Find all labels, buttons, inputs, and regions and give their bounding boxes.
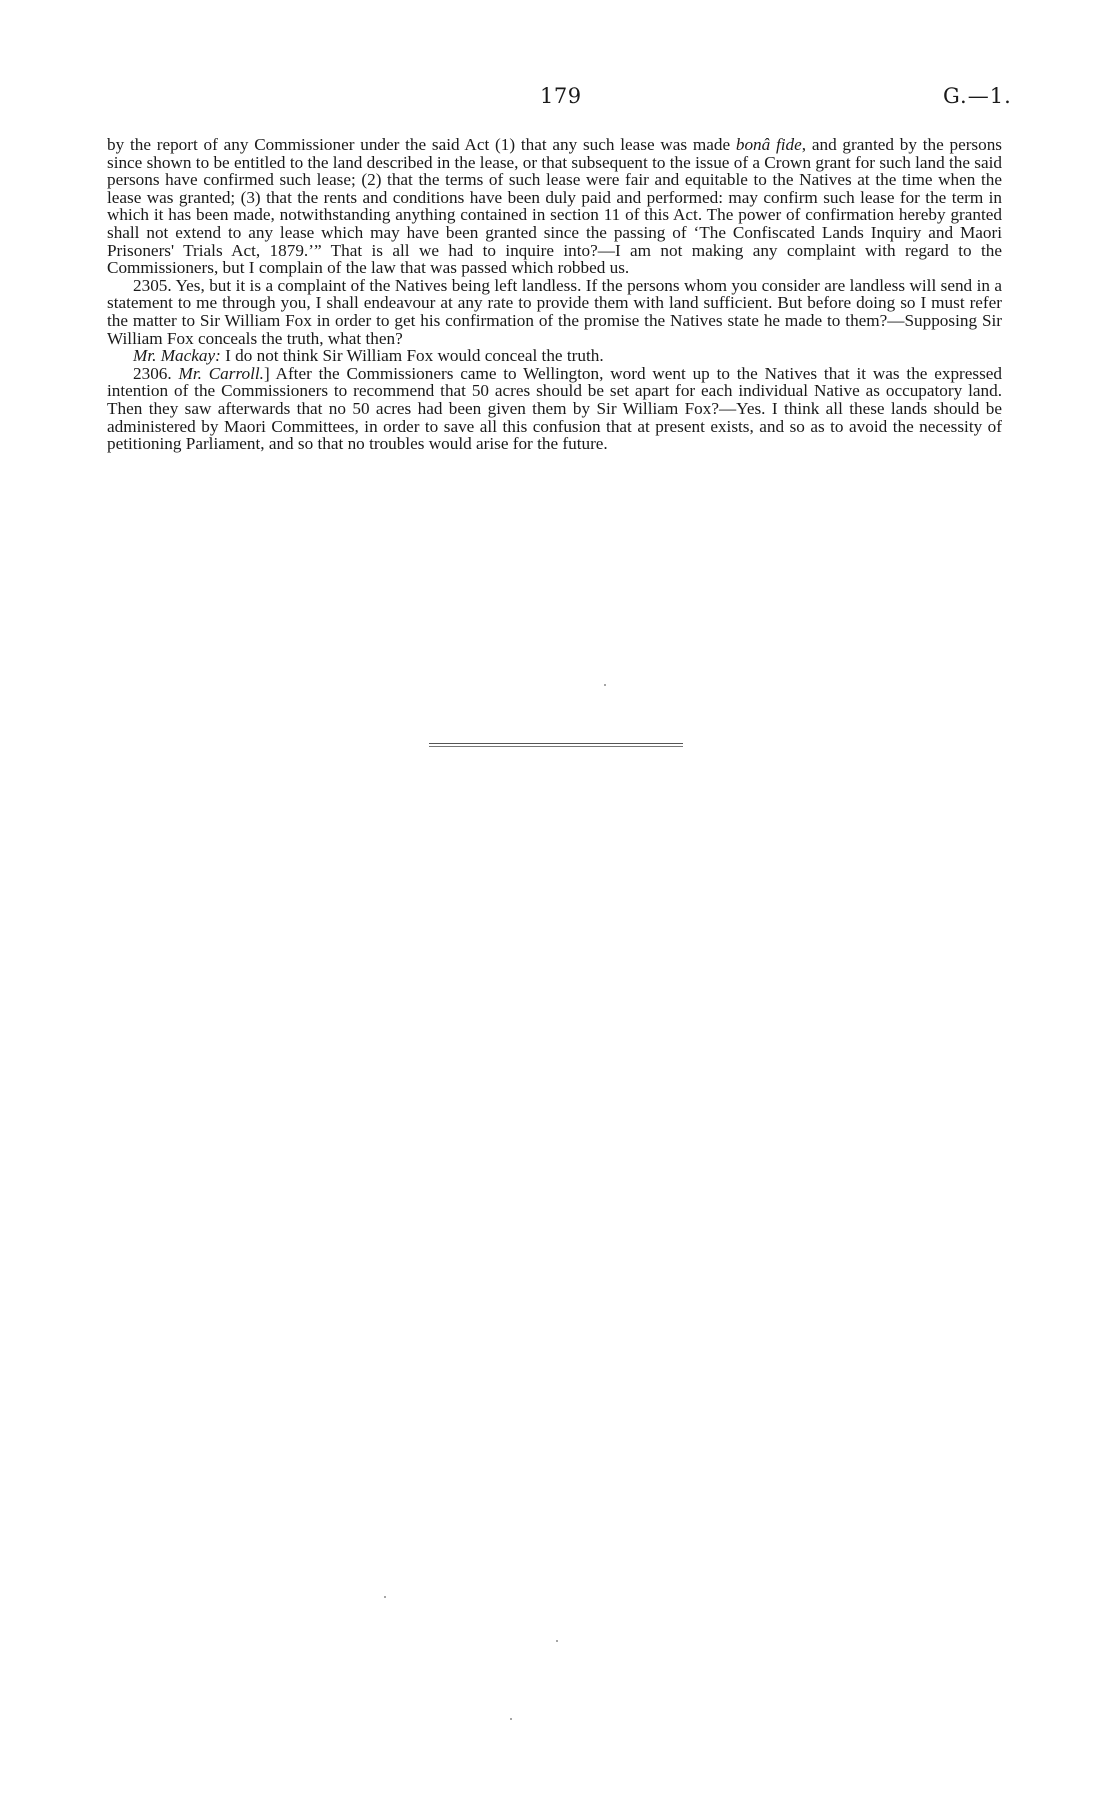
scan-speck [556, 1640, 558, 1642]
scan-speck [510, 1718, 512, 1720]
document-code: G.—1. [943, 84, 1012, 108]
speaker-name: Mr. Carroll. [178, 363, 264, 383]
section-divider [429, 743, 683, 747]
paragraph-text: , and granted by the persons since shown to be entitled to the land described in the lease, or that subsequent to the issue of a Crown grant for such land the said persons have confirmed such lease; (2) that the terms of such lease were fair and equitable to the Natives at the time when the lease was granted; (3) that the rents and conditions have been duly paid and performed: may confirm such lease for the term in which it has been made, notwithstanding anything contained in section 11 of this Act. The power of confirmation hereby granted shall not extend to any lease which may have been granted since the passing of ‘The Confiscated Lands Inquiry and Maori Prisoners' Trials Act, 1879.’” That is all we had to inquire into?—I am not making any complaint with regard to the Commissioners, but I complain of the law that was passed which robbed us. [107, 135, 1002, 278]
body-text [107, 136, 1002, 453]
paragraph-text: ] After the Commissioners came to Wellington, word went up to the Natives that it was the expressed intention of the Commissioners to recommend that 50 acres should be set apart for each individual Native as occupatory land. Then they saw afterwards that no 50 acres had been given them by Sir William Fox?—Yes. I think all these lands should be administered by Maori Committees, in order to save all this confusion that at present exists, and so as to avoid the necessity of petitioning Parliament, and so that no troubles would arise for the future. [107, 363, 1003, 454]
scan-speck [604, 684, 606, 686]
speaker-name: Mr. Mackay: [133, 346, 221, 366]
paragraph-2305: 2305. Yes, but it is a complaint of the Natives being left landless. If the persons whom you consider are landless will send in a statement to me through you, I shall endeavour at any rate to provide them with land sufficient. But before doing so I must refer the matter to Sir William Fox in order to get his confirmation of the promise the Natives state he made to them?—Supposing Sir William Fox conceals the truth, what then? [107, 275, 1002, 348]
question-number: 2306. [133, 363, 179, 383]
paragraph-text: I do not think Sir William Fox would conceal the truth. [220, 346, 604, 366]
paragraph-continuation [107, 136, 1002, 277]
page-number: 179 [540, 84, 582, 108]
italic-term: bonâ fide [735, 135, 802, 154]
scan-speck [384, 1596, 386, 1598]
paragraph-2306 [107, 365, 1002, 453]
paragraph-mackay [107, 347, 1002, 365]
paragraph-text: by the report of any Commissioner under the said Act (1) that any such lease was made [107, 135, 736, 154]
